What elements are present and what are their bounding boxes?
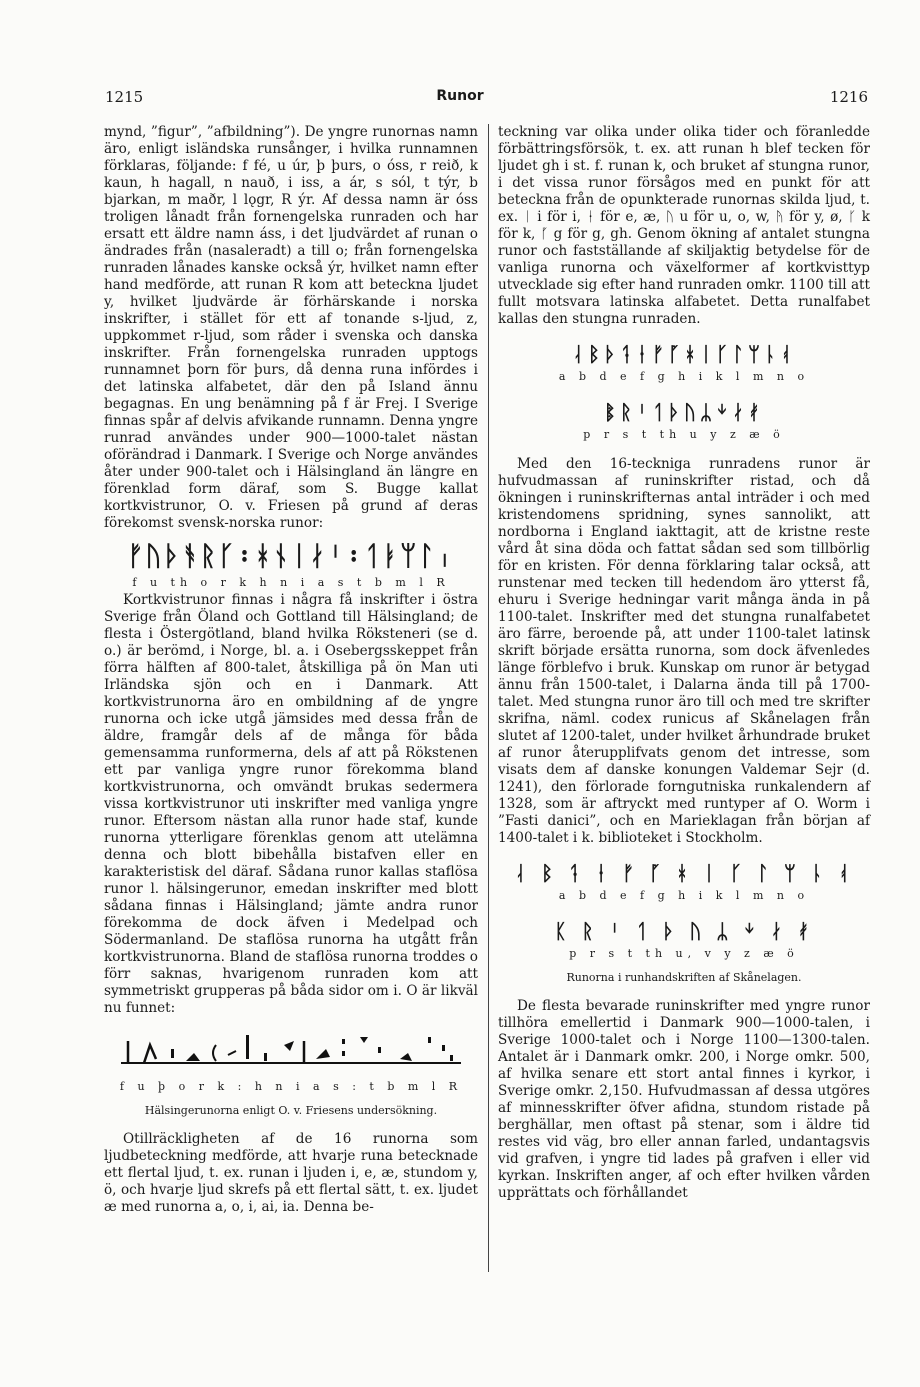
figure-caption: Hälsingerunorna enligt O. v. Friesens undersökning. bbox=[144, 1104, 438, 1117]
transliteration: f u th o r k h n i a s t b m l R bbox=[132, 576, 450, 589]
paragraph: Otillräckligheten af de 16 runorna som ljudbeteckning medförde, att hvarje runa betecknade ett flertal ljud, t. ex. runan i ljuden i, e, æ, stundom y, ö, och hvarje ljud skrefs på ett flertal sätt, t. ex. ljudet æ med runorna a, o, i, ai, ia. Denna be- bbox=[104, 1131, 478, 1215]
paragraph: teckning var olika under olika tider och föranledde förbättringsförsök, t. ex. att runan h blef tecken för ljudet gh i st. f. runan k, och bruket af stungna runor, i det vissa runor försågos med en punkt för att beteckna från de opunkterade runornas skilda ljud, t. ex. ᛁ i för i, ᛂ för e, æ, ᚢ u för u, o, w, ᚤ för y, ø, ᚴ k för k, ᚵ g för g, gh. Genom ökning af antalet stungna runor och fastställande af skiljaktig betydelse för de vanliga runorna och växelformer af kortkvisttyp utvecklade sig efter hand runraden omkr. 1100 till att fullt motsvara latinska alfabetet. Detta runalfabet kallas den stungna runraden. bbox=[498, 124, 870, 327]
paragraph: Med den 16-teckniga runradens runor är hufvudmassan af runinskrifter ristad, och då ökningen i runinskrifternas antal inträder i och med kristendomens spridning, synes sannolikt, att nordborna i England iakttagit, att de kristne reste vård åt sina döda och fattat sådan sed som tillbörlig för en kristen. För denna förklaring talar också, att runstenar med tecken till hedendom äro ytterst få, ehuru i Sverige hedningar varit många ända in på 1100-talet. Inskrifter med det stungna runalfabetet äro färre, beroende på, att under 1100-talet latinsk skrift började ersätta runorna, som dock äfvenledes länge förblefvo i bruk. Kunskap om runor är betygad ännu från 1500-talet, i Dalarna ända till på 1700-talet. Med stungna runor äro till och med tre skrifter skrifna, näml. codex runicus af Skånelagen från slutet af 1200-talet, under hvilket århundrade bruket af runor återupplifvats genom det intresse, som visats dem af danske konungen Valdemar Sejr (d. 1241), den förlorade forngutniska runkalendern af 1328, som är aftryckt med runtyper af O. Worm i ”Fasti danici”, och en Marieklagan från början af 1400-talet i k. biblioteket i Stockholm. bbox=[498, 456, 870, 846]
paragraph: Kortkvistrunor finnas i några få inskrifter i östra Sverige från Öland och Gottland till Hälsingland; de flesta i Östergötland, bland hvilka Röksteneri (se d. o.) är berömd, i Norge, bl. a. i Osebergsskeppet från förra hälften af 800-talet, åtskilliga på ön Man uti Irländska sjön och en i Danmark. Att kortkvistrunorna äro en ombildning af de yngre runorna och icke utgå jämsides med dessa från de äldre, framgår dels af de många för båda gemensamma runformerna, dels af att på Rökstenen ett par vanliga yngre runor förekomma bland kortkvistrunorna, och omvändt brukas sedermera vissa kortkvistrunor uti inskrifter med vanliga yngre runor. Eftersom nästan alla runor hade staf, kunde runorna ytterligare förenklas genom att utelämna denna och blott bibehålla bistafven eller en karakteristisk del däraf. Sådana runor kallas staflösa runor l. hälsingerunor, emedan inskrifter med blott sådana finnas i Hälsingland; jämte andra runor förekomma de dock äfven i Medelpad och Södermanland. De staflösa runorna ha utgått från kortkvistrunorna. Bland de staflösa runorna troddes o förr saknas, hvarigenom runraden kom att symmetriskt grupperas på båda sidor om i. O är likväl nu funnet: bbox=[104, 592, 478, 1016]
page-number-right: 1216 bbox=[829, 88, 868, 106]
rune-row-dotted: ᛆᛒᚦᛑᛂᚠᚵᚼᛁᚴᛚᛘᚿᚮ bbox=[572, 342, 796, 366]
rune-row-short-twig: ᚠᚢᚦᚬᚱᚴ᛬ᚼᚾᛁᛅᛌ᛬ᛐᛓᛘᛚᛧ bbox=[127, 541, 455, 572]
rune-row-skanelagen: ᛕ ᚱ ᛌ ᛐ ᚦ ᚢ ᛦ ᛎ ᛅ ᚯ bbox=[554, 919, 814, 943]
transliteration: f u þ o r k : h n i a s : t b m l R bbox=[119, 1080, 463, 1093]
rune-row-skanelagen: ᛆ ᛒ ᛑ ᛂ ᚠ ᚵ ᚼ ᛁ ᚴ ᛚ ᛘ ᚿ ᚮ bbox=[514, 861, 854, 885]
figure-caption: Runorna i runhandskriften af Skånelagen. bbox=[566, 971, 802, 984]
transliteration: p r s t th u, v y z æ ö bbox=[569, 947, 799, 960]
page-number-left: 1215 bbox=[105, 88, 144, 106]
transliteration: a b d e f g h i k l m n o bbox=[558, 370, 810, 383]
transliteration: a b d e f g h i k l m n o bbox=[558, 889, 810, 902]
rune-row-dotted: ᛔᚱᛌᛐᚦᚢᛦᛎᛅᚯ bbox=[604, 400, 764, 424]
paragraph: De flesta bevarade runinskrifter med yngre runor tillhöra emellertid i Danmark 900—1000-talen, i Sverige 1000-talet och i Norge 1100—1300-talen. Antalet är i Danmark omkr. 200, i Norge omkr. 500, af hvilka senare ett stort antal finnes i kyrkor, i Sverige omkr. 2,150. Hufvudmassan af dessa utgöres af minnesskrifter öfver afidna, stundom ristade på berghällar, men oftast på stenar, som i äldre tid restes vid väg, bro eller annan farled, undantagsvis vid grafven, i yngre tid lades på grafven i eller vid kyrkan. Inskriften anger, af och efter hvilken vården upprättats och förhållandet bbox=[498, 998, 870, 1201]
right-column bbox=[498, 124, 870, 1202]
transliteration: p r s t th u y z æ ö bbox=[583, 428, 785, 441]
paragraph: mynd, ”figur”, ”afbildning”). De yngre runornas namn äro, enligt isländska runsånger, i hvilka runnamnen förklaras, följande: f fé, u úr, þ þurs, o óss, r reið, k kaun, h hagall, n nauð, i iss, a ár, s sól, t týr, b bjarkan, m maðr, l lǫgr, R ýr. Af dessa namn är óss troligen lånadt från fornengelska runraden och har ersatt ett äldre namn áss, i det ljudvärdet af runan o ändrades från (nasaleradt) a till o; från fornengelska runraden lånades kanske också ýr, hvilket namn efter hand medförde, att runan R kom att beteckna ljudet y, hvilket ljudvärde är förhärskande i norska inskrifter, i stället för ett af tonande s-ljud, z, uppkommet r-ljud, som råder i svenska och danska inskrifter. Från fornengelska runraden upptogs runnamnet þorn för þurs, då denna runa infördes i det latinska alfabetet, där den på Island ännu begagnas. En ung benämning på f är Frej. I Sverige finnas spår af delvis afvikande runnamn. Denna yngre runrad användes under 900—1000-talet nästan oförändrad i Danmark. I Sverige och Norge användes åter under 900-talet och i Hälsingland än längre en förenklad form däraf, som S. Bugge kallat kortkvistrunor, O. v. Friesen på grund af deras förekomst svensk-norska runor: bbox=[104, 124, 478, 531]
staffless-runes-figure bbox=[116, 1031, 466, 1071]
column-divider bbox=[488, 124, 489, 1272]
left-column bbox=[104, 124, 478, 1216]
running-title: Runor bbox=[436, 88, 484, 104]
